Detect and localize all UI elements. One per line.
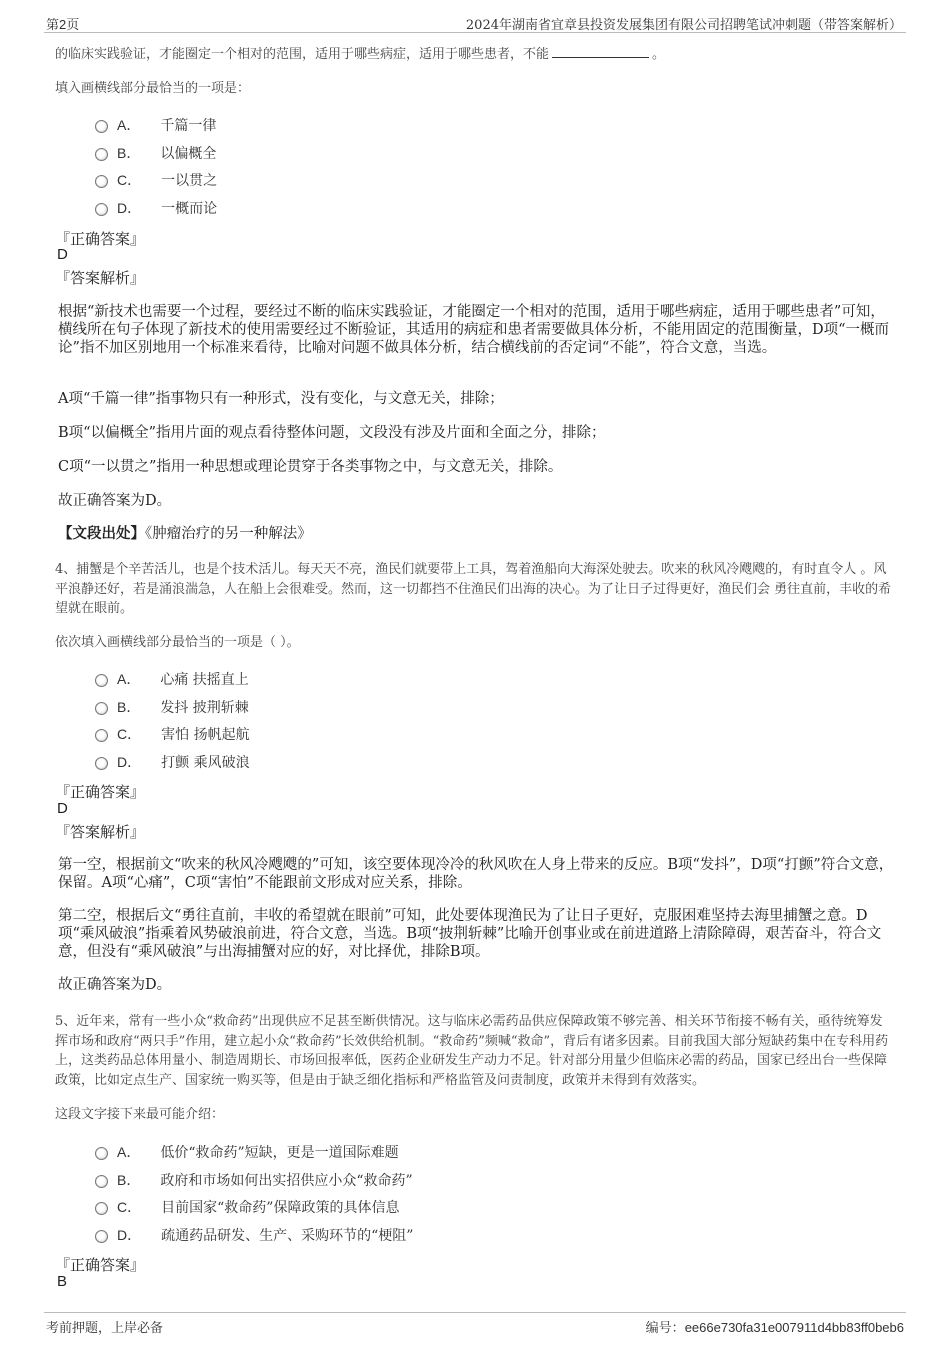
page-number: 第2页 [46, 17, 80, 32]
q3-option-d[interactable]: D． 一概而论 [95, 198, 217, 218]
q5-prompt: 这段文字接下来最可能介绍： [55, 1107, 225, 1122]
q4-answer: D [57, 800, 68, 817]
q5-option-c[interactable]: C． 目前国家“救命药”保障政策的具体信息 [95, 1197, 399, 1217]
q5-option-a[interactable]: A． 低价“救命药”短缺，更是一道国际难题 [95, 1142, 399, 1162]
q3-option-c[interactable]: C． 一以贯之 [95, 170, 217, 190]
page-footer [44, 1312, 906, 1337]
radio-icon[interactable] [95, 702, 108, 715]
fill-blank [552, 45, 649, 58]
q3-analysis-main: 根据“新技术也需要一个过程，要经过不断的临床实践验证，才能圈定一个相对的范围，适用于哪些病症，适用于哪些患者”可知，横线所在句子体现了新技术的使用需要经过不断验证，其适用的病症和患者需要做具体分析，不能用固定的范围衡量，D项“一概而论”指不加区别地用一个标准来看待，比喻对问题不做具体分析，结合横线前的否定词“不能”，符合文意，当选。 [58, 304, 890, 356]
radio-icon[interactable] [95, 757, 108, 770]
q3-prompt: 填入画横线部分最恰当的一项是： [55, 81, 251, 96]
q3-tail-text: 的临床实践验证，才能圈定一个相对的范围，适用于哪些病症，适用于哪些患者，不能 [55, 47, 550, 62]
q3-option-b[interactable]: B． 以偏概全 [95, 143, 216, 163]
radio-icon[interactable] [95, 120, 108, 133]
radio-icon[interactable] [95, 148, 108, 161]
q3-analysis-b: B项“以偏概全”指用片面的观点看待整体问题，文段没有涉及片面和全面之分，排除； [58, 425, 606, 441]
q5-answer-label: 『正确答案』 [55, 1256, 146, 1274]
q3-analysis-label: 『答案解析』 [55, 269, 146, 287]
q4-answer-label: 『正确答案』 [55, 783, 146, 801]
radio-icon[interactable] [95, 1175, 108, 1188]
radio-icon[interactable] [95, 203, 108, 216]
document-code: 编号：ee66e730fa31e007911d4bb83ff0beb6 [645, 1320, 904, 1336]
q5-option-b[interactable]: B． 政府和市场如何出实招供应小众“救命药” [95, 1170, 413, 1190]
q5-answer: B [57, 1273, 68, 1290]
radio-icon[interactable] [95, 1147, 108, 1160]
q5-option-d[interactable]: D． 疏通药品研发、生产、采购环节的“梗阻” [95, 1225, 413, 1245]
source-label: 【文段出处】 [58, 525, 145, 542]
q4-option-d[interactable]: D． 打颤 乘风破浪 [95, 752, 250, 772]
q4-conclusion: 故正确答案为D。 [58, 977, 172, 993]
document-title: 2024年湖南省宜章县投资发展集团有限公司招聘笔试冲刺题（带答案解析） [465, 18, 902, 33]
footer-slogan: 考前押题，上岸必备 [46, 1321, 164, 1336]
q3-analysis-a: A项“千篇一律”指事物只有一种形式，没有变化，与文意无关，排除； [58, 391, 504, 407]
q3-tail-paragraph: 的临床实践验证，才能圈定一个相对的范围，适用于哪些病症，适用于哪些患者，不能 。 [55, 47, 666, 62]
q3-source [58, 525, 898, 543]
source-title: 《肿瘤治疗的另一种解法》 [145, 526, 312, 542]
radio-icon[interactable] [95, 1230, 108, 1243]
q4-stem: 4、捕蟹是个辛苦活儿，也是个技术活儿。每天天不亮，渔民们就要带上工具，驾着渔船向大海深处驶去。吹来的秋风冷飕飕的，有时直令人 。风平浪静还好，若是涌浪湍急，人在船上会很难受。然而，这一切都挡不住渔民们出海的决心。为了让日子过得更好，渔民们会 勇往直前，丰收的希望就在眼前。 [55, 562, 892, 616]
radio-icon[interactable] [95, 729, 108, 742]
q4-analysis-first: 第一空，根据前文“吹来的秋风冷飕飕的”可知，该空要体现冷冷的秋风吹在人身上带来的反应。B项“发抖”，D项“打颤”符合文意，保留。A项“心痛”，C项“害怕”不能跟前文形成对应关系，排除。 [58, 857, 894, 891]
q3-analysis-c: C项“一以贯之”指用一种思想或理论贯穿于各类事物之中，与文意无关，排除。 [58, 459, 563, 475]
q3-answer: D [57, 246, 68, 263]
q4-option-b[interactable]: B． 发抖 披荆斩棘 [95, 697, 249, 717]
q3-conclusion: 故正确答案为D。 [58, 493, 172, 509]
q5-stem: 5、近年来，常有一些小众“救命药”出现供应不足甚至断供情况。这与临床必需药品供应保障政策不够完善、相关环节衔接不畅有关，亟待统筹发挥市场和政府“两只手”作用，建立起小众“救命药”长效供给机制。“救命药”频喊“救命”，背后有诸多因素。目前我国大部分短缺药集中在专科用药上，这类药品总体用量小、制造周期长、市场回报率低，医药企业研发生产动力不足。针对部分用量少但临床必需的药品，国家已经出台一些保障政策，比如定点生产、国家统一购买等，但是由于缺乏细化指标和严格监管及问责制度，政策并未得到有效落实。 [55, 1014, 889, 1088]
q4-option-a[interactable]: A． 心痛 扶摇直上 [95, 669, 249, 689]
radio-icon[interactable] [95, 674, 108, 687]
q4-prompt: 依次填入画横线部分最恰当的一项是（ ）。 [55, 635, 300, 650]
q3-answer-label: 『正确答案』 [55, 230, 146, 248]
radio-icon[interactable] [95, 1202, 108, 1215]
q4-analysis-second: 第二空，根据后文“勇往直前，丰收的希望就在眼前”可知，此处要体现渔民为了让日子更好，克服困难坚持去海里捕蟹之意。D项“乘风破浪”指乘着风势破浪前进，符合文意，当选。B项“披荆斩棘”比喻开创事业或在前进道路上清除障碍，艰苦奋斗，符合文意，但没有“乘风破浪”与出海捕蟹对应的好，对比择优，排除B项。 [58, 908, 882, 960]
radio-icon[interactable] [95, 175, 108, 188]
q3-option-a[interactable]: A． 千篇一律 [95, 115, 216, 135]
q4-option-c[interactable]: C． 害怕 扬帆起航 [95, 724, 250, 744]
q4-analysis-label: 『答案解析』 [55, 823, 146, 841]
page-header [44, 10, 906, 33]
